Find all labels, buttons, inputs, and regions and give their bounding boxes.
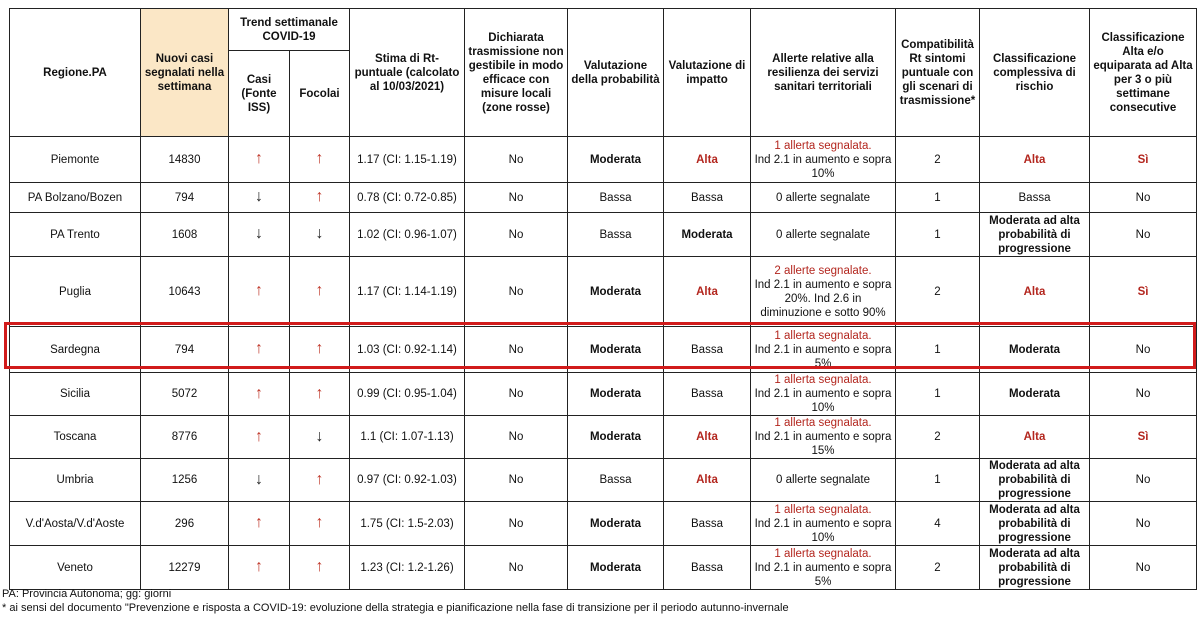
cell-stima-rt: 0.78 (CI: 0.72-0.85) [350, 183, 465, 213]
arrow-up-icon: ↑ [315, 340, 324, 357]
cell-trend-casi [229, 137, 290, 183]
alert-detail: Ind 2.1 in aumento e sopra 5% [754, 561, 892, 588]
table-row [10, 137, 1197, 183]
cell-alta-3-settimane: No [1090, 213, 1197, 257]
cell-impatto: Bassa [664, 327, 751, 373]
cell-trend-focolai [290, 373, 350, 416]
cell-regione: Sardegna [10, 327, 141, 373]
cell-probabilita: Moderata [568, 373, 664, 416]
arrow-up-icon: ↑ [315, 558, 324, 575]
cell-stima-rt: 1.02 (CI: 0.96-1.07) [350, 213, 465, 257]
cell-trend-casi [229, 257, 290, 327]
header-impatto: Valutazione di impatto [664, 9, 751, 137]
cell-compatibilita: 1 [896, 459, 980, 502]
cell-compatibilita: 1 [896, 213, 980, 257]
cell-probabilita: Bassa [568, 183, 664, 213]
table-row [10, 502, 1197, 546]
cell-allerte [751, 183, 896, 213]
cell-compatibilita: 1 [896, 327, 980, 373]
footnote-reference: * ai sensi del documento "Prevenzione e risposta a COVID-19: evoluzione della strategia e pianificazione nella fase di transizione per il periodo autunno-invernale [2, 602, 789, 614]
cell-alta-3-settimane: No [1090, 373, 1197, 416]
cell-classificazione: Moderata [980, 373, 1090, 416]
cell-dichiarata: No [465, 257, 568, 327]
arrow-up-icon: ↑ [315, 514, 324, 531]
alert-detail: 0 allerte segnalate [776, 191, 870, 204]
cell-stima-rt: 1.1 (CI: 1.07-1.13) [350, 416, 465, 459]
arrow-down-icon: ↓ [315, 225, 324, 242]
cell-regione: Veneto [10, 546, 141, 590]
cell-trend-casi [229, 546, 290, 590]
cell-regione: Sicilia [10, 373, 141, 416]
footnote-abbreviations: PA: Provincia Autonoma; gg: giorni [2, 588, 172, 600]
cell-probabilita: Moderata [568, 502, 664, 546]
arrow-up-icon: ↑ [315, 384, 324, 402]
cell-trend-casi [229, 502, 290, 546]
table-row [10, 373, 1197, 416]
cell-allerte [751, 213, 896, 257]
cell-impatto: Moderata [664, 213, 751, 257]
alert-detail: Ind 2.1 in aumento e sopra 10% [754, 388, 892, 414]
header-compatibilita: Compatibilità Rt sintomi puntuale con gli scenari di trasmissione* [896, 9, 980, 137]
cell-probabilita: Bassa [568, 213, 664, 257]
cell-nuovi-casi: 12279 [141, 546, 229, 590]
cell-classificazione: Moderata ad alta probabilità di progressione [980, 546, 1090, 590]
cell-compatibilita: 2 [896, 416, 980, 459]
cell-impatto: Bassa [664, 183, 751, 213]
cell-nuovi-casi: 10643 [141, 257, 229, 327]
cell-classificazione: Alta [980, 257, 1090, 327]
header-casi: Casi (Fonte ISS) [229, 51, 290, 137]
cell-regione: PA Trento [10, 213, 141, 257]
cell-classificazione: Alta [980, 137, 1090, 183]
cell-allerte [751, 546, 896, 590]
alert-detail: Ind 2.1 in aumento e sopra 15% [754, 431, 892, 457]
cell-nuovi-casi: 8776 [141, 416, 229, 459]
arrow-up-icon: ↑ [255, 384, 263, 402]
header-alta-3-settimane: Classificazione Alta e/o equiparata ad Alta per 3 o più settimane consecutive [1090, 9, 1197, 137]
cell-nuovi-casi: 296 [141, 502, 229, 546]
cell-impatto: Alta [664, 416, 751, 459]
cell-trend-focolai [290, 137, 350, 183]
arrow-up-icon: ↑ [315, 470, 324, 488]
cell-trend-focolai [290, 327, 350, 373]
cell-alta-3-settimane: No [1090, 327, 1197, 373]
cell-probabilita: Moderata [568, 546, 664, 590]
cell-alta-3-settimane: Sì [1090, 416, 1197, 459]
arrow-up-icon: ↑ [255, 340, 263, 357]
cell-allerte [751, 373, 896, 416]
cell-classificazione: Moderata ad alta probabilità di progressione [980, 502, 1090, 546]
cell-dichiarata: No [465, 459, 568, 502]
cell-regione: V.d'Aosta/V.d'Aoste [10, 502, 141, 546]
cell-trend-focolai [290, 416, 350, 459]
cell-compatibilita: 2 [896, 257, 980, 327]
cell-dichiarata: No [465, 502, 568, 546]
cell-nuovi-casi: 1608 [141, 213, 229, 257]
cell-alta-3-settimane: No [1090, 502, 1197, 546]
cell-probabilita: Moderata [568, 257, 664, 327]
cell-trend-focolai [290, 213, 350, 257]
cell-regione: Toscana [10, 416, 141, 459]
table-row [10, 459, 1197, 502]
cell-impatto: Bassa [664, 373, 751, 416]
cell-trend-focolai [290, 257, 350, 327]
arrow-up-icon: ↑ [315, 150, 324, 167]
cell-stima-rt: 1.75 (CI: 1.5-2.03) [350, 502, 465, 546]
cell-impatto: Bassa [664, 546, 751, 590]
cell-trend-casi [229, 213, 290, 257]
header-regione: Regione.PA [10, 9, 141, 137]
table-row [10, 416, 1197, 459]
arrow-up-icon: ↑ [255, 150, 263, 167]
cell-allerte [751, 416, 896, 459]
cell-regione: PA Bolzano/Bozen [10, 183, 141, 213]
cell-stima-rt: 0.97 (CI: 0.92-1.03) [350, 459, 465, 502]
cell-probabilita: Moderata [568, 416, 664, 459]
cell-dichiarata: No [465, 213, 568, 257]
table-row [10, 213, 1197, 257]
header-allerte: Allerte relative alla resilienza dei servizi sanitari territoriali [751, 9, 896, 137]
header-focolai: Focolai [290, 51, 350, 137]
cell-classificazione: Moderata ad alta probabilità di progressione [980, 213, 1090, 257]
cell-alta-3-settimane: Sì [1090, 137, 1197, 183]
cell-alta-3-settimane: No [1090, 459, 1197, 502]
cell-allerte [751, 459, 896, 502]
alert-detail: Ind 2.1 in aumento e sopra 10% [754, 153, 892, 180]
alert-detail: Ind 2.1 in aumento e sopra 10% [754, 517, 892, 544]
alert-detail: 0 allerte segnalate [776, 228, 870, 241]
cell-alta-3-settimane: Sì [1090, 257, 1197, 327]
cell-trend-casi [229, 327, 290, 373]
table-row [10, 183, 1197, 213]
cell-nuovi-casi: 1256 [141, 459, 229, 502]
cell-dichiarata: No [465, 416, 568, 459]
table-row [10, 546, 1197, 590]
cell-trend-casi [229, 373, 290, 416]
cell-probabilita: Bassa [568, 459, 664, 502]
arrow-up-icon: ↑ [255, 514, 263, 531]
cell-classificazione: Alta [980, 416, 1090, 459]
alert-detail: Ind 2.1 in aumento e sopra 20%. Ind 2.6 in diminuzione e sotto 90% [754, 278, 892, 319]
table-row [10, 327, 1197, 373]
cell-nuovi-casi: 14830 [141, 137, 229, 183]
cell-impatto: Alta [664, 459, 751, 502]
alert-count: 1 allerta segnalata. [774, 139, 872, 152]
cell-allerte [751, 137, 896, 183]
alert-detail: Ind 2.1 in aumento e sopra 5% [754, 343, 892, 370]
cell-probabilita: Moderata [568, 137, 664, 183]
cell-nuovi-casi: 794 [141, 183, 229, 213]
alert-count: 1 allerta segnalata. [774, 374, 872, 386]
cell-trend-focolai [290, 459, 350, 502]
arrow-up-icon: ↑ [315, 282, 324, 299]
cell-alta-3-settimane: No [1090, 546, 1197, 590]
cell-regione: Puglia [10, 257, 141, 327]
header-trend: Trend settimanale COVID-19 [229, 9, 350, 51]
cell-dichiarata: No [465, 183, 568, 213]
cell-impatto: Alta [664, 257, 751, 327]
cell-stima-rt: 1.23 (CI: 1.2-1.26) [350, 546, 465, 590]
alert-count: 2 allerte segnalate. [774, 264, 872, 277]
cell-stima-rt: 1.17 (CI: 1.15-1.19) [350, 137, 465, 183]
regional-risk-table [9, 8, 1197, 590]
cell-trend-focolai [290, 502, 350, 546]
alert-count: 1 allerta segnalata. [774, 503, 872, 516]
arrow-down-icon: ↓ [255, 225, 263, 242]
cell-stima-rt: 1.17 (CI: 1.14-1.19) [350, 257, 465, 327]
table-row [10, 257, 1197, 327]
alert-detail: 0 allerte segnalate [776, 474, 870, 486]
cell-classificazione: Bassa [980, 183, 1090, 213]
cell-trend-focolai [290, 183, 350, 213]
cell-nuovi-casi: 794 [141, 327, 229, 373]
arrow-up-icon: ↑ [315, 188, 324, 205]
cell-dichiarata: No [465, 137, 568, 183]
cell-compatibilita: 4 [896, 502, 980, 546]
alert-count: 1 allerta segnalata. [774, 329, 872, 342]
cell-dichiarata: No [465, 327, 568, 373]
cell-trend-casi [229, 459, 290, 502]
alert-count: 1 allerta segnalata. [774, 417, 872, 429]
cell-regione: Piemonte [10, 137, 141, 183]
cell-regione: Umbria [10, 459, 141, 502]
cell-allerte [751, 327, 896, 373]
arrow-up-icon: ↑ [255, 558, 263, 575]
cell-impatto: Bassa [664, 502, 751, 546]
arrow-up-icon: ↑ [255, 427, 263, 445]
arrow-up-icon: ↑ [255, 282, 263, 299]
cell-stima-rt: 1.03 (CI: 0.92-1.14) [350, 327, 465, 373]
cell-classificazione: Moderata ad alta probabilità di progressione [980, 459, 1090, 502]
cell-allerte [751, 502, 896, 546]
cell-probabilita: Moderata [568, 327, 664, 373]
arrow-down-icon: ↓ [315, 427, 324, 445]
arrow-down-icon: ↓ [255, 188, 263, 205]
cell-compatibilita: 2 [896, 137, 980, 183]
cell-allerte [751, 257, 896, 327]
header-nuovi-casi: Nuovi casi segnalati nella settimana [141, 9, 229, 137]
cell-dichiarata: No [465, 546, 568, 590]
header-stima-rt: Stima di Rt-puntuale (calcolato al 10/03/2021) [350, 9, 465, 137]
footnotes [2, 587, 789, 615]
cell-impatto: Alta [664, 137, 751, 183]
cell-trend-casi [229, 416, 290, 459]
header-dichiarata: Dichiarata trasmissione non gestibile in modo efficace con misure locali (zone rosse) [465, 9, 568, 137]
cell-compatibilita: 2 [896, 546, 980, 590]
arrow-down-icon: ↓ [255, 470, 263, 488]
cell-compatibilita: 1 [896, 373, 980, 416]
header-probabilita: Valutazione della probabilità [568, 9, 664, 137]
alert-count: 1 allerta segnalata. [774, 547, 872, 560]
cell-nuovi-casi: 5072 [141, 373, 229, 416]
cell-trend-casi [229, 183, 290, 213]
cell-stima-rt: 0.99 (CI: 0.95-1.04) [350, 373, 465, 416]
cell-alta-3-settimane: No [1090, 183, 1197, 213]
cell-dichiarata: No [465, 373, 568, 416]
cell-classificazione: Moderata [980, 327, 1090, 373]
cell-compatibilita: 1 [896, 183, 980, 213]
header-classificazione: Classificazione complessiva di rischio [980, 9, 1090, 137]
cell-trend-focolai [290, 546, 350, 590]
